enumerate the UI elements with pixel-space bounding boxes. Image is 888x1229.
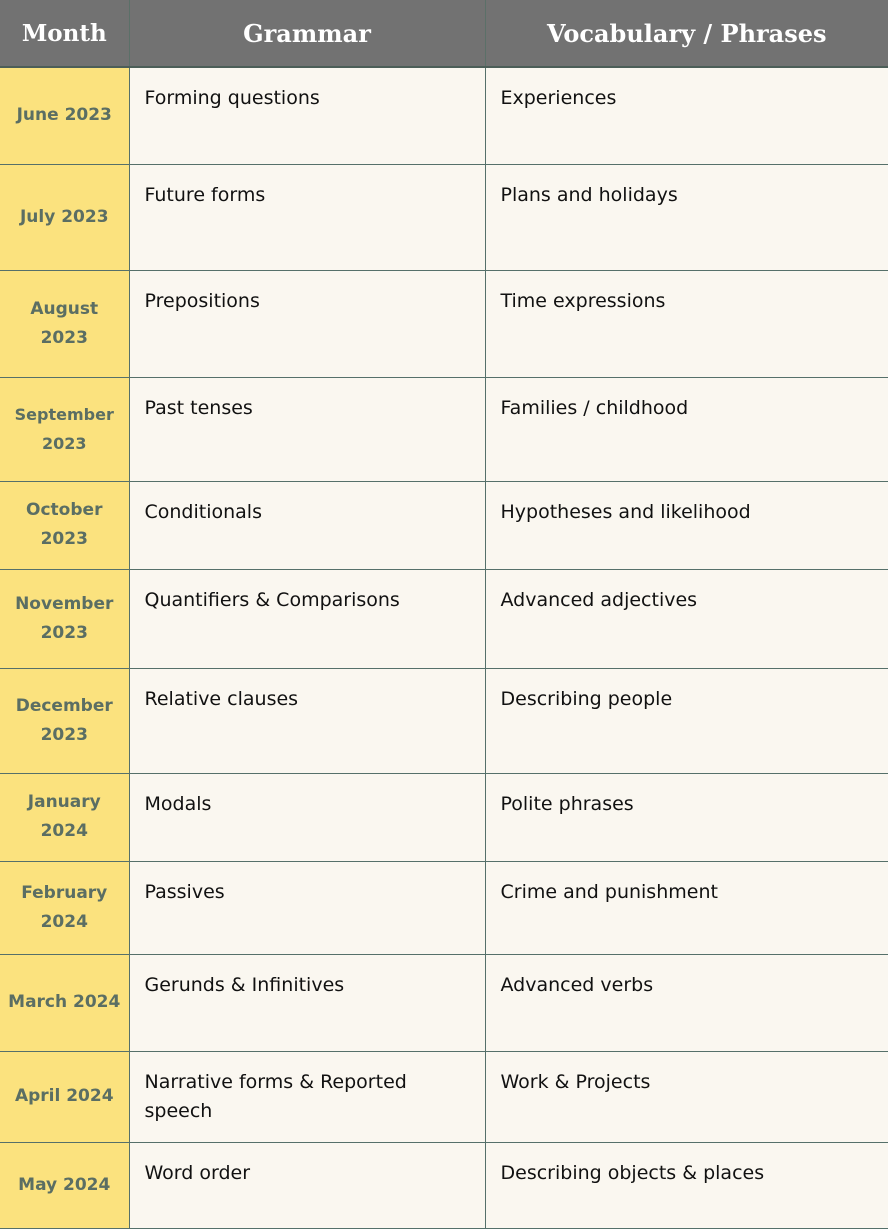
- month-cell: November 2023: [0, 569, 129, 668]
- vocabulary-cell: Describing people: [485, 668, 888, 773]
- table-row: [0, 773, 888, 861]
- grammar-cell: Quantifiers & Comparisons: [129, 569, 485, 668]
- grammar-cell: Future forms: [129, 164, 485, 270]
- table-row: [0, 861, 888, 954]
- month-cell: October 2023: [0, 481, 129, 569]
- table-row: [0, 270, 888, 377]
- header-row: [0, 0, 888, 67]
- grammar-cell: Relative clauses: [129, 668, 485, 773]
- vocabulary-cell: Advanced adjectives: [485, 569, 888, 668]
- grammar-cell: Gerunds & Infinitives: [129, 954, 485, 1051]
- month-cell: September 2023: [0, 377, 129, 481]
- vocabulary-cell: Experiences: [485, 67, 888, 164]
- grammar-cell: Past tenses: [129, 377, 485, 481]
- vocabulary-cell: Polite phrases: [485, 773, 888, 861]
- table-row: [0, 164, 888, 270]
- table-row: [0, 481, 888, 569]
- vocabulary-cell: Describing objects & places: [485, 1142, 888, 1228]
- month-cell: May 2024: [0, 1142, 129, 1228]
- grammar-cell: Word order: [129, 1142, 485, 1228]
- month-cell: March 2024: [0, 954, 129, 1051]
- vocabulary-cell: Plans and holidays: [485, 164, 888, 270]
- month-cell: January 2024: [0, 773, 129, 861]
- table-row: [0, 668, 888, 773]
- header-vocabulary: Vocabulary / Phrases: [485, 0, 888, 67]
- table-row: [0, 1051, 888, 1142]
- vocabulary-cell: Crime and punishment: [485, 861, 888, 954]
- table-row: [0, 377, 888, 481]
- vocabulary-cell: Work & Projects: [485, 1051, 888, 1142]
- grammar-cell: Prepositions: [129, 270, 485, 377]
- vocabulary-cell: Advanced verbs: [485, 954, 888, 1051]
- month-cell: August 2023: [0, 270, 129, 377]
- month-cell: February 2024: [0, 861, 129, 954]
- vocabulary-cell: Families / childhood: [485, 377, 888, 481]
- vocabulary-cell: Time expressions: [485, 270, 888, 377]
- table-row: [0, 67, 888, 164]
- month-cell: July 2023: [0, 164, 129, 270]
- table-row: [0, 569, 888, 668]
- grammar-cell: Narrative forms & Reported speech: [129, 1051, 485, 1142]
- grammar-cell: Passives: [129, 861, 485, 954]
- month-cell: December 2023: [0, 668, 129, 773]
- header-month: Month: [0, 0, 129, 67]
- grammar-cell: Conditionals: [129, 481, 485, 569]
- vocabulary-cell: Hypotheses and likelihood: [485, 481, 888, 569]
- grammar-cell: Forming questions: [129, 67, 485, 164]
- table-row: [0, 1142, 888, 1228]
- grammar-cell: Modals: [129, 773, 485, 861]
- month-cell: June 2023: [0, 67, 129, 164]
- table-row: [0, 954, 888, 1051]
- month-cell: April 2024: [0, 1051, 129, 1142]
- header-grammar: Grammar: [129, 0, 485, 67]
